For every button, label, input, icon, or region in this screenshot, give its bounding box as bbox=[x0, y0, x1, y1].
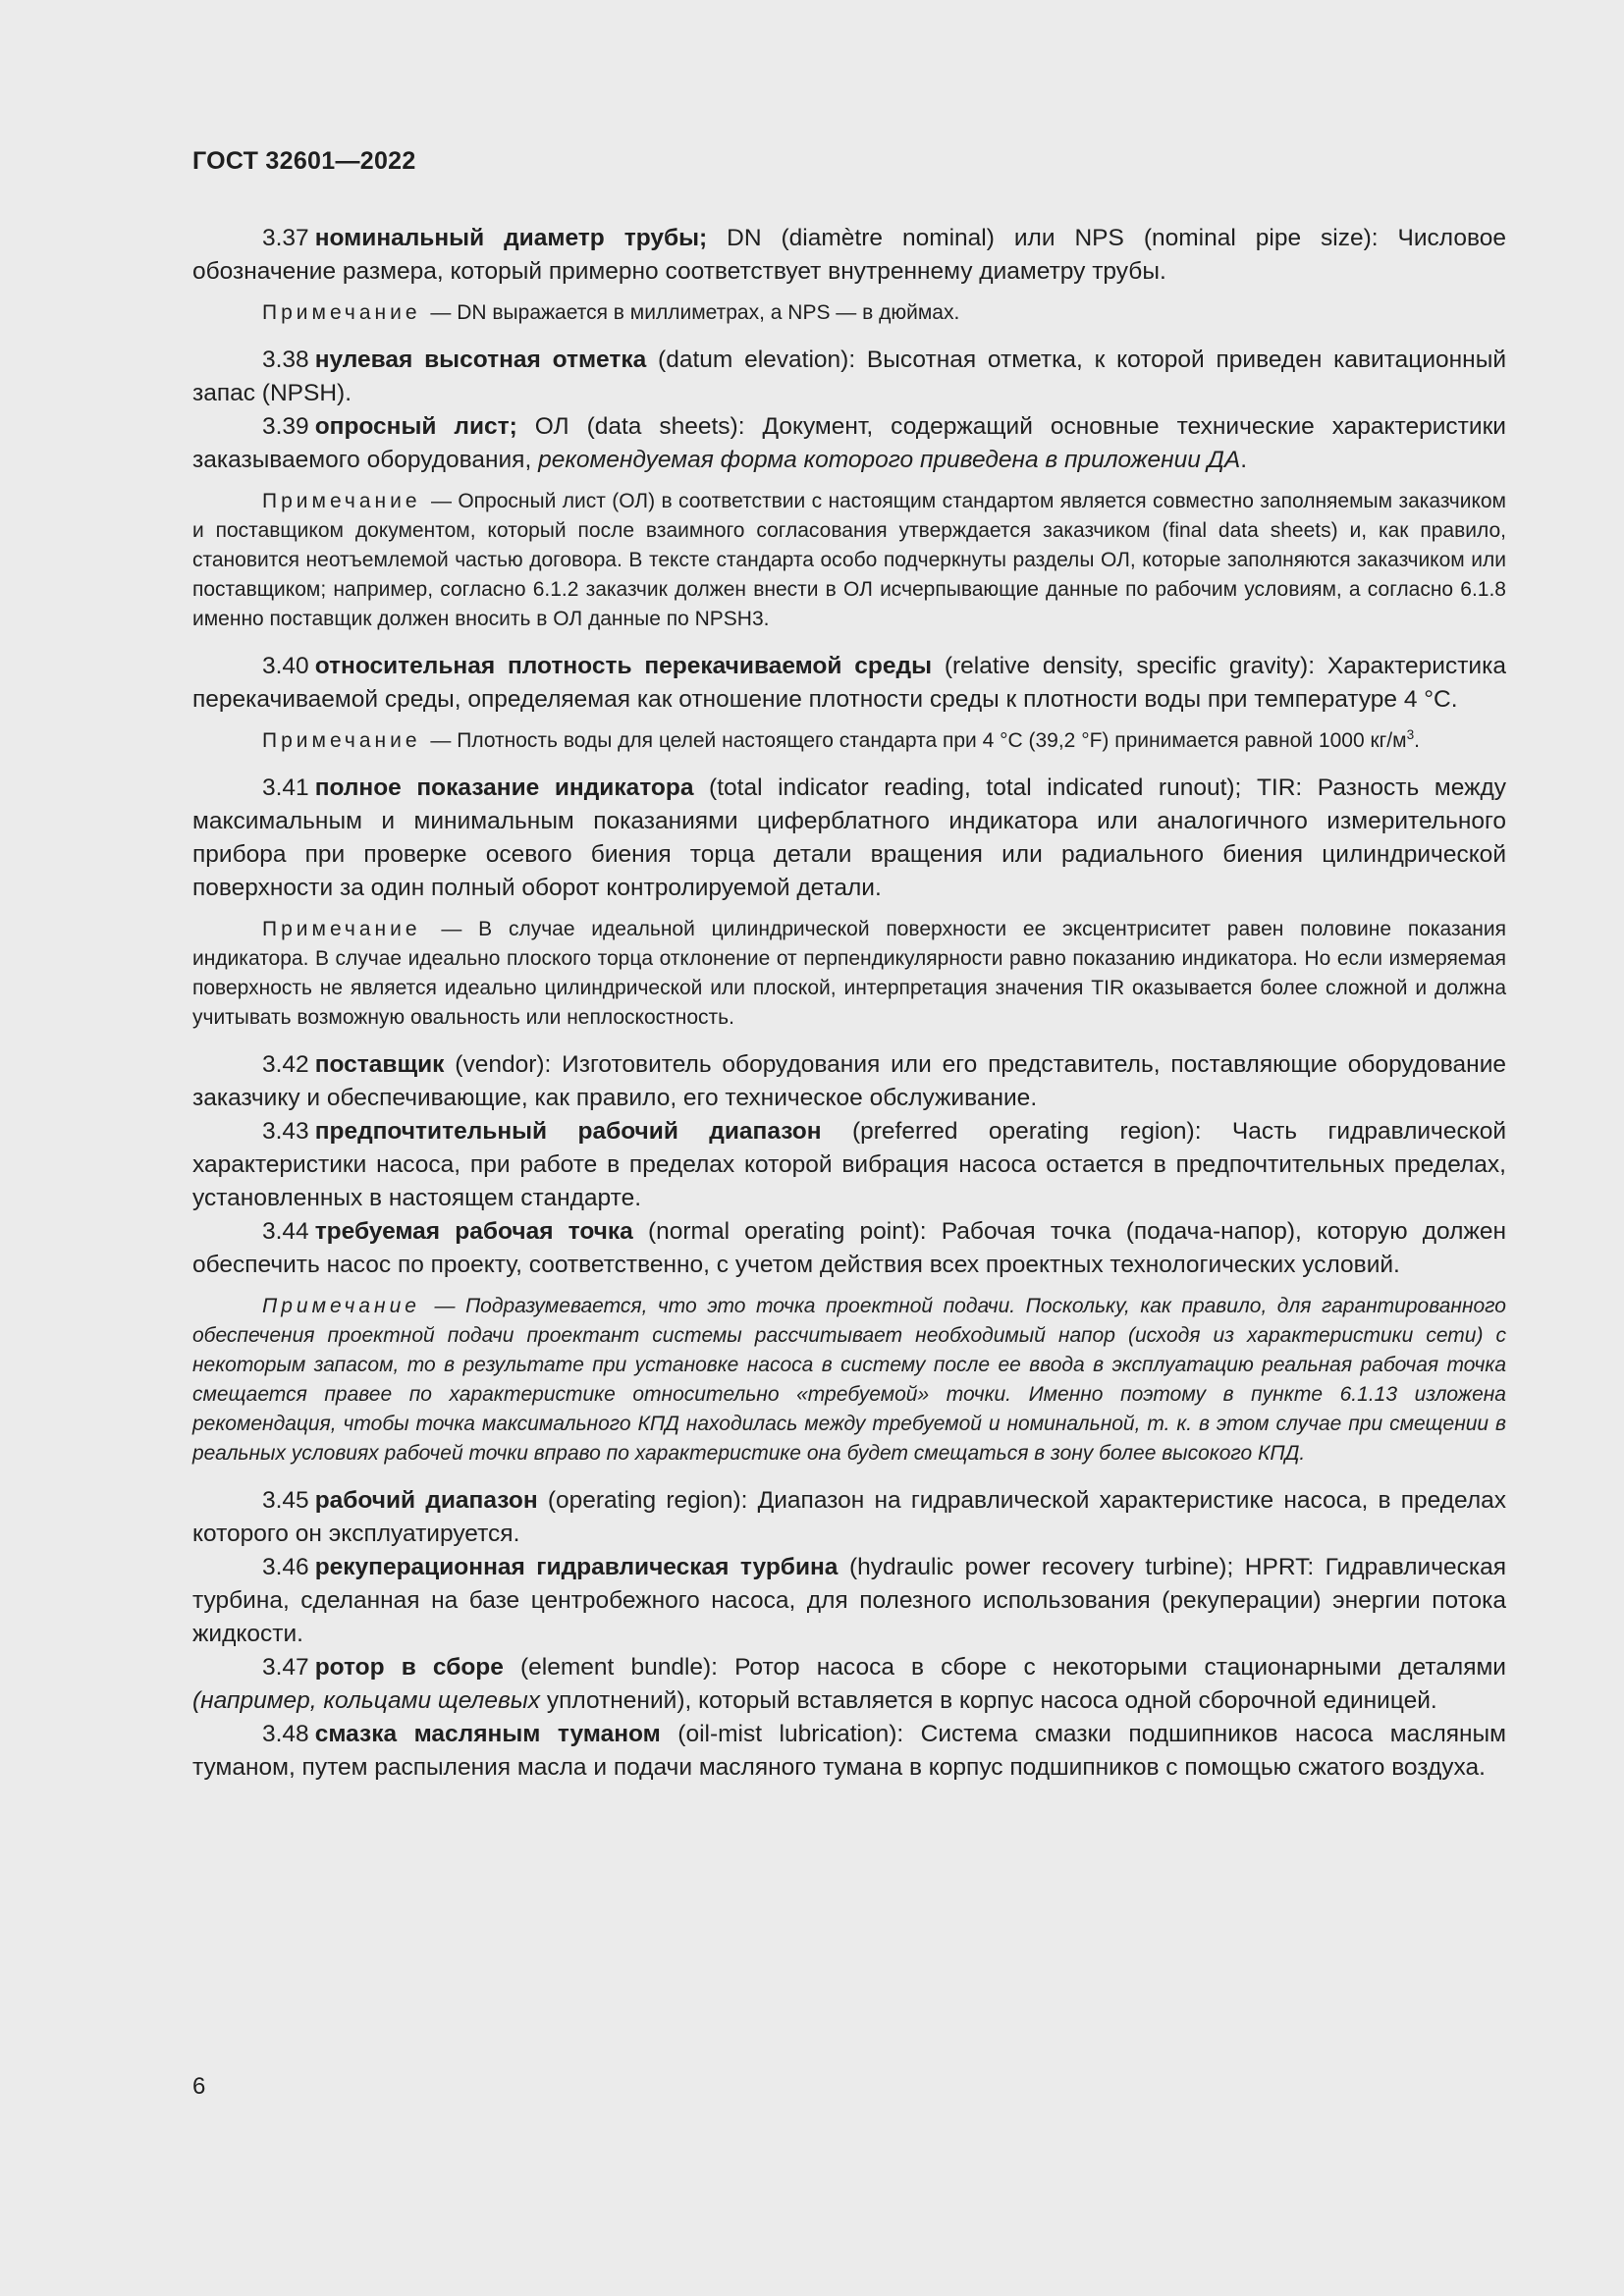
note-3-40 bbox=[192, 726, 1506, 756]
term-3-40 bbox=[192, 650, 1506, 717]
term-3-48 bbox=[192, 1718, 1506, 1785]
note-label: Примечание bbox=[262, 1295, 420, 1317]
term-title: ротор в сборе bbox=[314, 1654, 504, 1681]
term-number: 3.40 bbox=[262, 653, 309, 679]
term-definition: (hydraulic power recovery turbine); HPRT: Гидравлическая турбина, сделанная на базе центробежного насоса, для полезного использования (рекуперации) энергии потока жидкости. bbox=[192, 1554, 1506, 1647]
term-title: требуемая рабочая точка bbox=[314, 1218, 633, 1245]
term-3-42 bbox=[192, 1048, 1506, 1115]
page-number: 6 bbox=[192, 2073, 206, 2100]
term-3-47 bbox=[192, 1651, 1506, 1718]
note-superscript: 3 bbox=[1406, 727, 1415, 742]
term-title: номинальный диаметр трубы; bbox=[314, 225, 708, 251]
term-3-43 bbox=[192, 1115, 1506, 1215]
term-definition-italic: (например, кольцами щелевых bbox=[192, 1687, 541, 1714]
term-title: рабочий диапазон bbox=[314, 1487, 538, 1514]
term-number: 3.44 bbox=[262, 1218, 309, 1245]
term-definition: (preferred operating region): Часть гидравлической характеристики насоса, при работе в пределах которой вибрация насоса остается в предпочтительных пределах, установленных в настоящем стандарте. bbox=[192, 1118, 1507, 1211]
note-text-end: . bbox=[1414, 729, 1421, 752]
term-definition: (relative density, specific gravity): Характеристика перекачиваемой среды, определяемая как отношение плотности среды к плотности воды при температуре 4 °C. bbox=[192, 653, 1506, 713]
term-definition: DN (diamètre nominal) или NPS (nominal pipe size): Числовое обозначение размера, который примерно соответствует внутреннему диаметру трубы. bbox=[192, 225, 1506, 285]
term-title: нулевая высотная отметка bbox=[314, 347, 647, 373]
term-number: 3.41 bbox=[262, 774, 309, 801]
term-number: 3.43 bbox=[262, 1118, 309, 1145]
term-definition: (vendor): Изготовитель оборудования или его представитель, поставляющие оборудование заказчику и обеспечивающие, как правило, его техническое обслуживание. bbox=[192, 1051, 1506, 1111]
term-number: 3.38 bbox=[262, 347, 309, 373]
term-3-45 bbox=[192, 1484, 1506, 1551]
term-3-46 bbox=[192, 1551, 1506, 1651]
note-text: — Опросный лист (ОЛ) в соответствии с настоящим стандартом является совместно заполняемым заказчиком и поставщиком документом, который после взаимного согласования утверждается заказчиком (final data sheets) и, как правило, становится неотъемлемой частью договора. В тексте стандарта особо подчеркнуты разделы ОЛ, которые заполняются заказчиком или поставщиком; например, согласно 6.1.2 заказчик должен внести в ОЛ исчерпывающие данные по рабочим условиям, а согласно 6.1.8 именно поставщик должен вносить в ОЛ данные по NPSH3. bbox=[192, 490, 1506, 630]
note-3-44 bbox=[192, 1292, 1506, 1468]
note-3-37 bbox=[192, 298, 1506, 328]
term-title: рекуперационная гидравлическая турбина bbox=[314, 1554, 839, 1580]
term-number: 3.48 bbox=[262, 1721, 309, 1747]
term-number: 3.42 bbox=[262, 1051, 309, 1078]
term-3-38 bbox=[192, 344, 1506, 410]
term-number: 3.37 bbox=[262, 225, 309, 251]
term-definition-italic: рекомендуемая форма которого приведена в приложении ДА bbox=[538, 447, 1241, 473]
document-header: ГОСТ 32601—2022 bbox=[192, 147, 416, 175]
note-text: — Подразумевается, что это точка проектной подачи. Поскольку, как правило, для гарантированного обеспечения проектной подачи проектант системы рассчитывает необходимый напор (исходя из характеристики сети) с некоторым запасом, то в результате при установке насоса в систему после ее ввода в эксплуатацию реальная рабочая точка смещается правее по характеристике относительно «требуемой» точки. Именно поэтому в пункте 6.1.13 изложена рекомендация, чтобы точка максимального КПД находилась между требуемой и номинальной, т. к. в этом случае при смещении в реальных условиях рабочей точки вправо по характеристике она будет смещаться в зону более высокого КПД. bbox=[192, 1295, 1506, 1465]
note-text: — Плотность воды для целей настоящего стандарта при 4 °C (39,2 °F) принимается равной 1000 кг/м bbox=[424, 729, 1407, 752]
term-title: предпочтительный рабочий диапазон bbox=[314, 1118, 822, 1145]
term-definition: (oil-mist lubrication): Система смазки подшипников насоса масляным туманом, путем распыления масла и подачи масляного тумана в корпус подшипников с помощью сжатого воздуха. bbox=[192, 1721, 1506, 1781]
term-definition: (operating region): Диапазон на гидравлической характеристике насоса, в пределах которого он эксплуатируется. bbox=[192, 1487, 1507, 1547]
term-number: 3.47 bbox=[262, 1654, 309, 1681]
term-3-39 bbox=[192, 410, 1506, 477]
note-label: Примечание bbox=[262, 490, 421, 512]
term-title: поставщик bbox=[314, 1051, 445, 1078]
term-title: полное показание индикатора bbox=[314, 774, 694, 801]
term-3-37 bbox=[192, 222, 1506, 289]
note-label: Примечание bbox=[262, 729, 421, 752]
term-title: относительная плотность перекачиваемой среды bbox=[314, 653, 932, 679]
note-text: — В случае идеальной цилиндрической поверхности ее эксцентриситет равен половине показания индикатора. В случае идеально плоского торца отклонение от перпендикулярности равно показанию индикатора. Но если измеряемая поверхность не является идеально цилиндрической или плоской, интерпретация значения TIR оказывается более сложной и должна учитывать возможную овальность или неплоскостность. bbox=[192, 918, 1506, 1029]
term-definition: ОЛ (data sheets): Документ, содержащий основные технические характеристики заказываемого оборудования, bbox=[192, 413, 1506, 473]
term-3-41 bbox=[192, 772, 1506, 905]
document-body bbox=[192, 222, 1506, 1785]
term-definition-end: . bbox=[1240, 447, 1248, 473]
term-3-44 bbox=[192, 1215, 1506, 1282]
term-definition: (total indicator reading, total indicated runout); TIR: Разность между максимальным и минимальным показаниями циферблатного индикатора или аналогичного измерительного прибора при проверке осевого биения торца детали вращения или радиального биения цилиндрической поверхности за один полный оборот контролируемой детали. bbox=[192, 774, 1507, 901]
term-number: 3.45 bbox=[262, 1487, 309, 1514]
note-3-39 bbox=[192, 487, 1506, 634]
note-label: Примечание bbox=[262, 301, 421, 324]
term-definition-end: уплотнений), который вставляется в корпус насоса одной сборочной единицей. bbox=[540, 1687, 1437, 1714]
note-text: — DN выражается в миллиметрах, а NPS — в дюймах. bbox=[424, 301, 960, 324]
term-title: опросный лист; bbox=[314, 413, 517, 440]
term-title: смазка масляным туманом bbox=[314, 1721, 661, 1747]
note-label: Примечание bbox=[262, 918, 421, 940]
note-3-41 bbox=[192, 915, 1506, 1033]
term-number: 3.46 bbox=[262, 1554, 309, 1580]
term-definition: (normal operating point): Рабочая точка (подача-напор), которую должен обеспечить насос по проекту, соответственно, с учетом действия всех проектных технологических условий. bbox=[192, 1218, 1506, 1278]
term-definition: (element bundle): Ротор насоса в сборе с некоторыми стационарными деталями bbox=[503, 1654, 1506, 1681]
term-definition: (datum elevation): Высотная отметка, к которой приведен кавитационный запас (NPSH). bbox=[192, 347, 1507, 406]
term-number: 3.39 bbox=[262, 413, 309, 440]
